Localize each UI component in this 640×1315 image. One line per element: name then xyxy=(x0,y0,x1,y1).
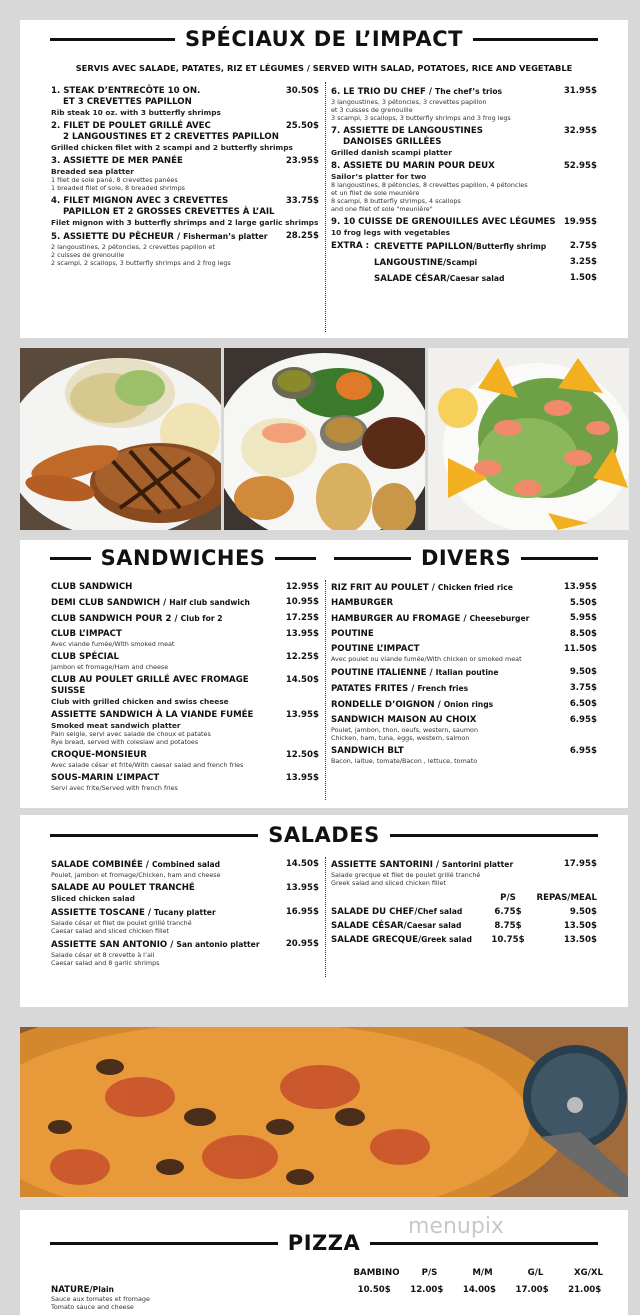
pizza-price: 10.50$ xyxy=(357,1285,391,1295)
speciaux-section xyxy=(20,20,628,338)
sandwich-item-details: Avec viande fumée/With smoked meat xyxy=(51,640,175,648)
pizza-size-header xyxy=(350,1268,615,1278)
divers-item-name: RONDELLE D’OIGNON xyxy=(331,700,435,710)
sandwich-item xyxy=(51,773,319,792)
salade-item-name: SALADE COMBINÉE xyxy=(51,860,143,870)
special-item xyxy=(51,156,319,192)
sandwich-item: DEMI CLUB SANDWICH / Half club sandwich 10.95$ xyxy=(51,597,319,608)
sandwich-item xyxy=(51,675,319,706)
sandwich-item-subtitle: Club with grilled chicken and swiss cheese xyxy=(51,697,229,706)
extra-item: EXTRA : CREVETTE PAPILLON/Butterfly shrimp 2.75$ xyxy=(331,241,597,252)
speciaux-subtitle: SERVIS AVEC SALADE, PATATES, RIZ ET LÉGUMES / SERVED WITH SALAD, POTATOES, RICE AND VEGETABLE xyxy=(75,63,573,73)
sandwich-item-price: 17.25$ xyxy=(285,613,319,623)
special-item-price: 30.50$ xyxy=(285,86,319,96)
special-item-price: 28.25$ xyxy=(285,231,319,241)
pizza-price: 21.00$ xyxy=(568,1285,602,1295)
special-item xyxy=(331,161,597,213)
divers-item: HAMBURGER AU FROMAGE / Cheeseburger 5.95$ xyxy=(331,613,597,624)
special-item-name-cont: 2 LANGOUSTINES ET 2 CREVETTES PAPILLON xyxy=(63,132,279,142)
divers-column xyxy=(331,582,597,769)
divers-header xyxy=(324,543,628,573)
special-item-subtitle: 10 frog legs with vegetables xyxy=(331,228,451,237)
salade-santorini: ASSIETTE SANTORINI / Santorini platter 17.95$ Salade grecque et filet de poulet grillé tranché Greek salad and sliced chicken fillet xyxy=(331,859,597,887)
pizza-header xyxy=(20,1228,628,1258)
sandwich-item-name: CLUB SANDWICH POUR 2 xyxy=(51,614,172,624)
extra-label: EXTRA : xyxy=(331,241,370,251)
divers-item: POUTINE ITALIENNE / Italian poutine 9.50$ xyxy=(331,667,597,678)
pizza-section xyxy=(20,1210,628,1315)
divers-item-name: POUTINE L’IMPACT xyxy=(331,644,420,654)
sandwich-item xyxy=(51,629,319,648)
divers-item-price: 9.50$ xyxy=(569,667,597,677)
salade-item-english: San antonio platter xyxy=(176,940,260,949)
special-item-price: 52.95$ xyxy=(563,161,597,171)
special-item-subtitle: Grilled danish scampi platter xyxy=(331,148,452,157)
special-item-name: 7. ASSIETTE DE LANGOUSTINES xyxy=(331,126,483,136)
salade-item: ASSIETTE TOSCANE / Tucany platter 16.95$ Salade césar et filet de poulet grillé tranché Caesar salad and sliced chicken fillet xyxy=(51,907,319,935)
salade-item: SALADE COMBINÉE / Combined salad 14.50$ Poulet, jambon et fromage/Chicken, ham and cheese xyxy=(51,859,319,879)
pizza-items xyxy=(51,1285,611,1311)
salades-right-column xyxy=(331,859,597,945)
pizza-price: 17.00$ xyxy=(515,1285,549,1295)
speciaux-right-column xyxy=(331,86,597,289)
sandwich-item-price: 10.95$ xyxy=(285,597,319,607)
sandwich-item-details: Avec salade césar et frite/With caesar salad and french fries xyxy=(51,761,244,769)
salade-item-details: Poulet, jambon et fromage/Chicken, ham and cheese xyxy=(51,871,221,879)
special-item-price: 19.95$ xyxy=(563,217,597,227)
sandwich-item-price: 13.95$ xyxy=(285,773,319,783)
sandwich-item-price: 13.95$ xyxy=(285,629,319,639)
special-item-name: 4. FILET MIGNON AVEC 3 CREVETTES xyxy=(51,196,229,206)
salade-item-subtitle: Sliced chicken salad xyxy=(51,894,135,903)
sandwiches-divers-section xyxy=(20,540,628,808)
sandwich-item-name: CROQUE-MONSIEUR xyxy=(51,750,147,760)
divers-item-english: Chicken fried rice xyxy=(437,583,513,592)
divers-item-english: Onion rings xyxy=(443,700,494,709)
sandwich-item-details: Servi avec frite/Served with french fries xyxy=(51,784,178,792)
salade-item-price: 13.95$ xyxy=(285,883,319,893)
divers-item-price: 8.50$ xyxy=(569,629,597,639)
watermark: menupix xyxy=(408,1214,504,1239)
photo-steak-platter xyxy=(20,348,221,530)
special-item-english: Fisherman’s platter xyxy=(183,232,268,241)
divers-item-price: 13.95$ xyxy=(563,582,597,592)
special-item-name: 2. FILET DE POULET GRILLÉ AVEC xyxy=(51,121,211,131)
divers-item-name: POUTINE xyxy=(331,629,374,639)
special-item-english: The chef’s trios xyxy=(435,87,503,96)
sandwiches-column xyxy=(51,582,319,796)
extra-item: LANGOUSTINE/Scampi 3.25$ xyxy=(374,257,597,268)
sandwich-item xyxy=(51,710,319,746)
speciaux-title: SPÉCIAUX DE L’IMPACT xyxy=(184,27,464,51)
divers-item-details: Avec poulet ou viande fumée/With chicken or smoked meat xyxy=(331,655,522,663)
salade-item-price: 20.95$ xyxy=(285,939,319,949)
salade-item: ASSIETTE SAN ANTONIO / San antonio platter 20.95$ Salade césar et 8 crevette à l’ail Caesar salad and 8 garlic shrimps xyxy=(51,939,319,967)
pizza-size-label: G/L xyxy=(527,1268,544,1278)
salades-title: SALADES xyxy=(268,823,380,847)
divers-item-english: French fries xyxy=(417,684,469,693)
pizza-price: 12.00$ xyxy=(410,1285,444,1295)
sandwich-item-price: 14.50$ xyxy=(285,675,319,685)
special-item-subtitle: Filet mignon with 3 butterfly shrimps and 2 large garlic shrimps xyxy=(51,218,319,227)
salade-size-item: SALADE GRECQUE/Greek salad 10.75$ 13.50$ xyxy=(331,935,597,945)
photo-caesar-shrimp-salad xyxy=(428,348,629,530)
special-item-name-cont: PAPILLON ET 2 GROSSES CREVETTES À L’AIL xyxy=(63,207,275,217)
divers-item-english: Italian poutine xyxy=(435,668,499,677)
sandwich-item-price: 12.25$ xyxy=(285,652,319,662)
divers-item: PATATES FRITES / French fries 3.75$ xyxy=(331,683,597,694)
special-item-price: 32.95$ xyxy=(563,126,597,136)
divers-item-english: Cheeseburger xyxy=(469,614,530,623)
sandwich-item-price: 13.95$ xyxy=(285,710,319,720)
divers-item-name: RIZ FRIT AU POULET xyxy=(331,583,429,593)
divers-item-price: 3.75$ xyxy=(569,683,597,693)
divers-item: RIZ FRIT AU POULET / Chicken fried rice 13.95$ xyxy=(331,582,597,593)
divers-item-name: HAMBURGER xyxy=(331,598,394,608)
divers-item-price: 5.50$ xyxy=(569,598,597,608)
sandwich-item-price: 12.95$ xyxy=(285,582,319,592)
salade-santorini-desc: Salade grecque et filet de poulet grillé tranché Greek salad and sliced chicken fillet xyxy=(331,871,481,887)
special-item-details: 2 langoustines, 2 pétoncles, 2 crevettes papillon et 2 cuisses de grenouille 2 scampi, 2 scallops, 3 butterfly shrimps and 2 frog legs xyxy=(51,243,231,267)
divers-item-name: HAMBURGER AU FROMAGE xyxy=(331,614,461,624)
sandwich-item-name: CLUB SANDWICH xyxy=(51,582,133,592)
special-item-price: 33.75$ xyxy=(285,196,319,206)
divers-item-price: 5.95$ xyxy=(569,613,597,623)
sandwich-item-name: SOUS-MARIN L’IMPACT xyxy=(51,773,160,783)
speciaux-header xyxy=(20,24,628,54)
sandwich-item-subtitle: Smoked meat sandwich platter xyxy=(51,721,181,730)
extra-item: SALADE CÉSAR/Caesar salad 1.50$ xyxy=(374,273,597,284)
column-divider xyxy=(325,82,326,332)
divers-item-details: Poulet, jambon, thon, oeufs, western, saumon Chicken, ham, tuna, eggs, western, salmon xyxy=(331,726,479,742)
special-item-subtitle: Rib steak 10 oz. with 3 butterfly shrimps xyxy=(51,108,221,117)
special-item xyxy=(51,196,319,227)
special-item-details: 8 langoustines, 8 pétoncles, 8 crevettes papillon, 4 pétoncles et un filet de sole meunière 8 scampi, 8 butterfly shrimps, 4 scallops and one filet of sole "meunière" xyxy=(331,181,528,213)
divers-item-price: 6.95$ xyxy=(569,715,597,725)
salade-item-name: ASSIETTE SAN ANTONIO xyxy=(51,940,168,950)
special-item-subtitle: Grilled chicken filet with 2 scampi and 2 butterfly shrimps xyxy=(51,143,293,152)
pizza-size-label: M/M xyxy=(472,1268,493,1278)
salades-header xyxy=(20,820,628,850)
salade-item-name: ASSIETTE TOSCANE xyxy=(51,908,145,918)
sandwich-item-name: CLUB AU POULET GRILLÉ AVEC FROMAGE SUISSE xyxy=(51,675,249,696)
speciaux-left-column xyxy=(51,86,319,271)
divers-item-name: POUTINE ITALIENNE xyxy=(331,668,427,678)
pizza-item: NATURE/Plain 10.50$ 12.00$ 14.00$ 17.00$ 21.00$ Sauce aux tomates et fromage Tomato sauce and cheese xyxy=(51,1285,611,1311)
divers-item xyxy=(331,629,597,640)
pizza-item-desc: Sauce aux tomates et fromage Tomato sauce and cheese xyxy=(51,1295,150,1311)
special-item-price: 23.95$ xyxy=(285,156,319,166)
sandwich-item-name: CLUB SPÉCIAL xyxy=(51,652,119,662)
photo-pizza xyxy=(20,1027,628,1197)
salade-item-details: Salade césar et 8 crevette à l’ail Caesar salad and 8 garlic shrimps xyxy=(51,951,160,967)
special-item xyxy=(331,217,597,237)
sandwiches-title: SANDWICHES xyxy=(100,546,266,570)
salade-item-name: SALADE AU POULET TRANCHÉ xyxy=(51,883,195,893)
special-item-name: 3. ASSIETTE DE MER PANÉE xyxy=(51,156,183,166)
divers-item-price: 6.95$ xyxy=(569,746,597,756)
pizza-size-label: XG/XL xyxy=(574,1268,603,1278)
divers-item xyxy=(331,644,597,663)
special-item-price: 25.50$ xyxy=(285,121,319,131)
salade-item xyxy=(51,883,319,903)
special-item-subtitle: Breaded sea platter xyxy=(51,167,134,176)
salades-left-column xyxy=(51,859,319,971)
divers-item-price: 11.50$ xyxy=(563,644,597,654)
special-item-name: 9. 10 CUISSE DE GRENOUILLES AVEC LÉGUMES xyxy=(331,217,556,227)
sandwich-item xyxy=(51,582,319,593)
special-item: 6. LE TRIO DU CHEF / The chef’s trios 31.95$ 3 langoustines, 3 pétoncles, 3 crevettes papillon et 3 cuisses de grenouille 3 scampi, 3 scallops, 3 butterfly shrimps and 3 frog legs xyxy=(331,86,597,122)
pizza-price: 14.00$ xyxy=(462,1285,497,1295)
sandwich-item xyxy=(51,750,319,769)
divers-item-price: 6.50$ xyxy=(569,699,597,709)
pizza-size-label: BAMBINO xyxy=(353,1268,400,1278)
special-item-name: 1. STEAK D’ENTRECÔTE 10 ON. xyxy=(51,86,201,96)
special-item-price: 31.95$ xyxy=(563,86,597,96)
special-item-name: 6. LE TRIO DU CHEF xyxy=(331,87,426,97)
sandwich-item-english: Club for 2 xyxy=(180,614,223,623)
special-item-subtitle: Sailor’s platter for two xyxy=(331,172,427,181)
pizza-size-label: P/S xyxy=(421,1268,438,1278)
extras-block xyxy=(331,241,597,285)
special-item: 5. ASSIETTE DU PÊCHEUR / Fisherman’s platter 28.25$ 2 langoustines, 2 pétoncles, 2 crevettes papillon et 2 cuisses de grenouille 2 scampi, 2 scallops, 3 butterfly shrimps and 2 frog legs xyxy=(51,231,319,267)
salade-size-header: P/S REPAS/MEAL xyxy=(500,893,597,903)
sandwich-item-name: ASSIETTE SANDWICH À LA VIANDE FUMÉE xyxy=(51,710,254,720)
divers-item-name: SANDWICH BLT xyxy=(331,746,404,756)
special-item-name-cont: DANOISES GRILLÉES xyxy=(343,137,442,147)
special-item-name: 5. ASSIETTE DU PÊCHEUR xyxy=(51,232,174,242)
special-item xyxy=(51,86,319,117)
divers-item xyxy=(331,598,597,609)
divers-item-details: Bacon, laitue, tomate/Bacon , lettuce, tomato xyxy=(331,757,478,765)
salade-item-english: Tucany platter xyxy=(154,908,216,917)
salade-item-price: 14.50$ xyxy=(285,859,319,869)
special-item xyxy=(51,121,319,152)
divers-item xyxy=(331,746,597,765)
sandwich-item-name: CLUB L’IMPACT xyxy=(51,629,122,639)
sandwich-item xyxy=(51,652,319,671)
divers-item-name: SANDWICH MAISON AU CHOIX xyxy=(331,715,477,725)
sandwich-item: CLUB SANDWICH POUR 2 / Club for 2 17.25$ xyxy=(51,613,319,624)
divers-item: RONDELLE D’OIGNON / Onion rings 6.50$ xyxy=(331,699,597,710)
salade-item-details: Salade césar et filet de poulet grillé tranché Caesar salad and sliced chicken fillet xyxy=(51,919,192,935)
sandwich-item-details: Jambon et fromage/Ham and cheese xyxy=(51,663,169,671)
salade-size-item: SALADE DU CHEF/Chef salad 6.75$ 9.50$ xyxy=(331,907,597,917)
sandwich-item-english: Half club sandwich xyxy=(169,598,250,607)
sandwich-item-name: DEMI CLUB SANDWICH xyxy=(51,598,161,608)
divers-item xyxy=(331,715,597,742)
special-item-details: 3 langoustines, 3 pétoncles, 3 crevettes papillon et 3 cuisses de grenouille 3 scampi, 3 scallops, 3 butterfly shrimps and 3 frog legs xyxy=(331,98,511,122)
special-item xyxy=(331,126,597,157)
sandwich-item-details: Pain seigle, servi avec salade de choux et patates Rye bread, served with coleslaw and potatoes xyxy=(51,730,211,746)
sandwiches-header xyxy=(20,543,320,573)
special-item-name-cont: ET 3 CREVETTES PAPILLON xyxy=(63,97,192,107)
salade-size-item: SALADE CÉSAR/Caesar salad 8.75$ 13.50$ xyxy=(331,921,597,931)
divers-item-name: PATATES FRITES xyxy=(331,684,409,694)
pizza-title: PIZZA xyxy=(287,1231,361,1255)
column-divider xyxy=(325,580,326,800)
column-divider xyxy=(325,857,326,977)
sandwich-item-price: 12.50$ xyxy=(285,750,319,760)
special-item-details: 1 filet de sole pané, 8 crevettes panées 1 breaded filet of sole, 8 breaded shrimps xyxy=(51,176,185,192)
salade-item-price: 16.95$ xyxy=(285,907,319,917)
special-item-name: 8. ASSIETE DU MARIN POUR DEUX xyxy=(331,161,495,171)
salade-item-english: Combined salad xyxy=(151,860,221,869)
divers-title: DIVERS xyxy=(420,546,512,570)
photo-seafood-platter xyxy=(224,348,425,530)
salades-section xyxy=(20,815,628,1007)
